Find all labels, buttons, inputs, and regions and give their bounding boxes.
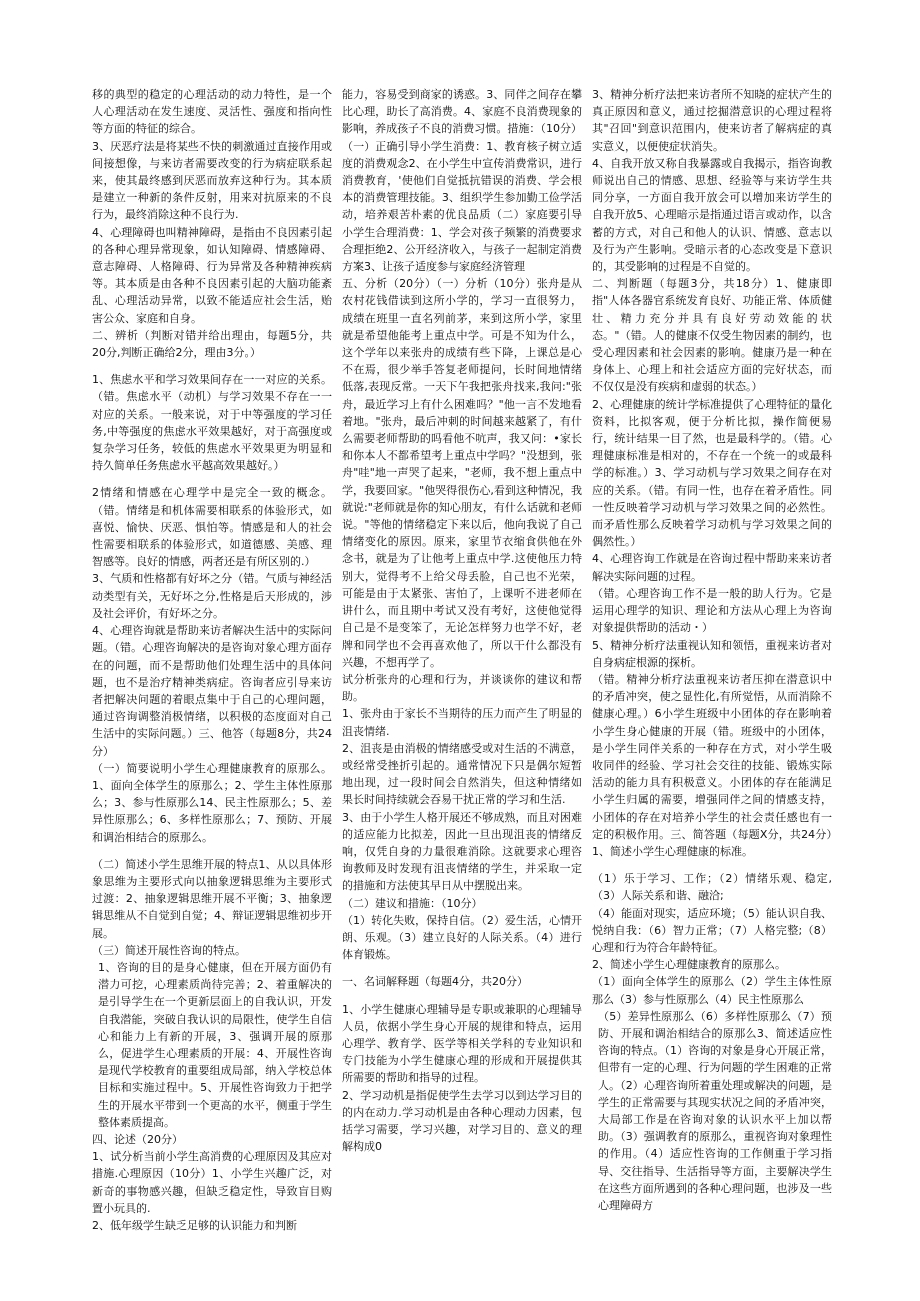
paragraph: 3、由于小学生人格开展还不够成熟，而且对困难的适应能力比拟差，因此一旦出现沮丧的情绪反响，仅凭自身的力量很难消除。这就要求心理咨询教师及时发现有沮丧情绪的学生，并采取一定的措施和方法使其早日从中摆脱出来。 [342,810,582,893]
paragraph: 2、心理健康的统计学标准提供了心理特征的量化资料，比拟客观，便于分析比拟，操作简便易行，统计结果一目了然，也是最科学的。（错。心理健康标准是相对的，不存在一个统一的或最科学的标准。）3、学习动机与学习效果之间存在对应的关系。（错。有同一性，也存在着矛盾性。同一性反映着学习动机与学习效果之间的必然性。而矛盾性那么反映着学习动机与学习效果之间的偶然性。） [592,397,832,549]
column-left [92,86,332,1261]
paragraph: 能力，容易受到商家的诱惑。3、同伴之间存在攀比心理，助长了高消费。4、家庭不良消费现象的影响，养成孩子不良的消费习惯。措施：（10分）（一）正确引导小学生消费：1、教育核子树立适度的消费观念2、在小学生中宣传消费常识，进行消费教育，'使他们自觉抵抗错误的消费、学会根本的消费管理技能。3、组织学生参加勤工俭学活动，培养艰苦朴素的优良品质（二）家庭要引导小学生合理消费：1、学会对孩子频繁的消费要求合理拒绝2、公开经济收入，与孩子一起制定消费方案3、让孩子适度参与家庭经济管理 [342,88,582,274]
column-middle [342,86,582,1261]
paragraph: 3、厌恶疗法是将某些不快的刺激通过直接作用或间接想像，与来访者需要改变的行为病症联系起来，使其最终感到厌恶而放弃这种行为。其本质是建立一种新的条件反射，用来对抗原来的不良行为，最终消除这种不良行为. [92,139,332,222]
paragraph: （5）差异性原那么（6）多样性原那么（7）预防、开展和调治相结合的原那么3、简述适应性咨询的特点。（1）咨询的对象是身心开展正常，但带有一定的心理、行为问题的学生困难的正常人。（2）心理咨询所着重处理或解决的问题，是学生的正常需要与其现实状况之间的矛盾冲突，大局部工作是在咨询对象的认识水平上加以帮助。（3）强调教育的原那么，重视咨询对象理性的作用。（4）适应性咨询的工作侧重于学习指导、交往指导、生活指导等方面，主要解决学生在这些方面所遇到的各种心理问题，也涉及一些心理障碍方 [598,1009,832,1212]
paragraph: （错。心理咨询工作不是一般的助人行为。它是运用心理学的知识、理论和方法从心理上为咨询对象提供帮助的活动・） [592,586,832,635]
paragraph: 试分析张舟的心理和行为，并谈谈你的建议和帮助。 [342,672,582,704]
paragraph: （1）面向全体学生的原那么（2）学生主体性原那么（3）参与性原那么（4）民主性原那么 [592,975,832,1006]
column-right [592,86,832,1261]
paragraph: 2、沮丧是由消极的情绪感受或对生活的不满意，或经常受挫折引起的。通常情况下只是偶尔短暂地出现，过一段时间会自然消失，但这种情绪如果长时间持续就会吞易干扰正常的学习和生活. [342,741,582,807]
paragraph: （1）乐于学习、工作；（2）情绪乐观、稳定,（3）人际关系和谐、融洽; [592,872,832,903]
paragraph: 1、试分析当前小学生高消费的心理原因及其应对措施.心理原因（10分）1、小学生兴趣广泛，对新奇的事物感兴趣，但缺乏稳定性，导致盲目购置小玩具的. [92,1150,332,1215]
paragraph: 4、心理咨询就是帮助来访者解决生活中的实际问题。（错。心理咨询解决的是咨询对象心理方面存在的问题，而不是帮助他们处理生活中的具体问题，也不是治疗精神类病症。咨询者应引导来访者把解决问题的着眼点集中于自己的心理问题，通过咨询调整消极情绪，以积极的态度面对自己生活中的实际问题。）三、他答（每题8分，共24分） [92,624,332,758]
section-heading: 二、判断题（每题3分，共18分）1、健康即指"人体各器官系统发育良好、功能正常、体质健壮、精力充分并具有良好劳动效能的状态。"（错。人的健康不仅受生物因素的制约，也受心理因素和社会因素的影响。健康乃是一种在身体上、心理上和社会适应方面的完好状态，而不仅仅是没有疾病和虚弱的状态。） [592,277,832,394]
section-heading: 一、名词解释题（每题4分，共20分） [342,975,528,989]
paragraph: （二）简述小学生思维开展的特点1、从以具体形象思维为主要形式向以抽象逻辑思维为主要形式过渡：2、抽象逻辑思维开展不平衡；3、抽象逻辑思维从不自觉到自觉；4、辩证逻辑思维初步开展。 [92,857,332,940]
paragraph: 5、精神分析疗法重视认知和领悟，重视来访者对自身病症根源的探析。 [592,638,832,669]
paragraph: 2、学习动机是指促使学生去学习以到达学习目的的内在动力.学习动机是由各种心理动力因素，包括学习需要，学习兴趣，对学习目的、意义的理解构成0 [342,1088,582,1154]
paragraph: 4、自我开放又称自我暴露或自我揭示，指咨询教师说出自己的情感、思想、经验等与来访学生共同分享，一方面自我开放会可以增加来访学生的自我开放5、心理暗示是指通过语言或动作，以含蓄的方式，对自己和他人的认识、情感、意志以及行为产生影响。受暗示者的心态改变是下意识的，其受影响的过程是不自觉的。 [592,156,832,274]
paragraph: （一）简要说明小学生心理健康教育的原那么。1、面向全体学生的原那么；2、学生主体性原那么；3、参与性原那么14、民主性原那么；5、差异性原那么；6、多样性原那么；7、预防、开展和调治相结合的原那么。 [92,761,332,844]
paragraph: （4）能面对现实，适应环境；（5）能认识自我、悦纳自我：（6）智力正常；（7）人格完整;（8）心理和行为符合年龄特征。 [592,906,832,954]
paragraph: 移的典型的稳定的心理活动的动力特性，是一个人心理活动在发生速度、灵活性、强度和指向性等方面的特征的综合。 [92,88,332,136]
paragraph: （三）简述开展性咨询的特点。 [92,943,246,957]
paragraph: 1、小学生健康心理辅导是专职或兼职的心理辅导人员，依据小学生身心开展的规律和特点，运用心理学、教育学、医学等相关学科的专业知识和专门技能为小学生健康心理的形成和开展提供其所需要的帮助和指导的过程。 [342,1002,582,1085]
paragraph: 4、心理咨询工作就是在咨询过程中帮助来来访者解决实际问题的过程。 [592,552,832,583]
paragraph: 3、精神分析疗法把来访者所不知晓的症状产生的真正原因和意义，通过挖掘潜意识的心理过程将其"召回"到意识范围内，使来访者了解病症的真实意义，以便使症状消失。 [592,88,832,153]
paragraph: （1）转化失败，保持自信。（2）爱生活，心情开朗、乐观。（3）建立良好的人际关系。（4）进行体育锻炼。 [342,913,582,962]
paragraph: 1、咨询的目的是身心健康，但在开展方面仍有潜力可挖，心理素质尚待完善；2、着重解决的是引导学生在一个更新层面上的自我认识，开发自我潜能，突破自我认识的局限性，使学生自信心和能力上有新的开展，3、强调开展的原那么，促进学生心理素质的开展：4、开展性咨询是现代学校教育的重要组成局部，纳入学校总体目标和实施过程中。5、开展性咨询致力于把学生的开展水平带到一个更高的水平，侧重于学生整体素质提高。 [98,960,332,1129]
paragraph: 2情绪和情感在心理学中是完全一致的概念。（错。情绪是和机体需要相联系的体验形式，如喜悦、愉快、厌恶、惧怕等。情感是和人的社会性需要相联系的体验形式，如道德感、美感、理智感等。良好的情感，两者还是有所区别的.） [92,486,332,569]
paragraph: 1、张舟由于家长不当期待的压力而产生了明显的沮丧情绪. [342,707,582,738]
section-heading: 四、论述（20分） [92,1132,183,1146]
paragraph: 五、分析（20分）（一）分析（10分）张舟是从农村花钱借读到这所小学的，学习一直很努力，成绩在班里一直名列前茅，来到这所小学，家里就是希望他能考上重点中学。可是不知为什么，这个学年以来张舟的成绩有些下降，上课总是心不在焉，很少举手答复老师提问，长时间地情绪低落,表现反常。一天下午我把张舟找来,我问:"张舟，最近学习上有什么困难吗？"他一言不发地看着地。"张舟，最后冲刺的时间越来越紧了，有什么需要老师帮助的吗看他不吭声，我又问：•家长和你本人不都希望考上重点中学吗？"没想到，张舟"哇"地一声哭了起来，"老师，我不想上重点中学，我要回家。"他哭得很伤心,看到这种情况，我就说:"老师就是你的知心朋友，有什么话就和老师说。"等他的情绪稳定下来以后，他向我说了自己情绪变化的原因。原来，家里节衣缩食供他在外念书，就是为了让他考上重点中学.这使他压力特别大，觉得考不上给父母丢脸，自己也不光荣，可能是由于太紧张、害怕了，上课听不进老师在讲什么，而且期中考试又没有考好，这使他觉得自己是不是变笨了，无论怎样努力也学不好，老牌和同学也不会再喜欢他了，所以干什么都没有兴趣，不想再学了。 [342,277,582,669]
paragraph: （错。精神分析疗法重视来访者压抑在潜意识中的矛盾冲突，使之显性化,有所觉悟，从而消除不健康心理。）6小学生班级中小团体的存在影响着小学生身心健康的开展（错。班级中的小团体，是小学生同伴关系的一种存在方式，对小学生吸收同伴的经验、学习社会交往的技能、锻炼实际活动的能力具有积极意义。小团体的存在能满足小学生归属的需要，增强同伴之间的情感支持，小团体的存在对培养小学生的社会责任感也有一定的积极作用。三、简答题（每题X分，共24分）1、简述小学生心理健康的标准。 [592,672,832,858]
section-heading: 二、辨析（判断对错并给出理由，每题5分，共20分,判断正确给2分，理由3分。） [92,328,332,360]
paragraph: （二）建议和措施：（10分） [342,896,483,910]
paragraph: 1、焦虑水平和学习效果间存在一一对应的关系。（错。焦虑水平（动机）与学习效果不存在一一对应的关系。一般来说，对于中等强度的学习任务,中等强度的焦虑水平效果越好，对于高强度或复杂学习任务，较低的焦虑水平效果更为明显和持久简单任务焦虑水平越高效果越好。） [92,373,332,473]
paragraph: 2、低年级学生缺乏足够的认识能力和判断 [92,1219,297,1232]
paragraph: 4、心理障碍也叫精神障碍，是指由不良因素引起的各种心理异常现象，如认知障碍、情感障碍、意志障碍、人格障碍、行为异常及各种精神疾病等。其本质是由各种不良因素引起的大脑功能紊乱、心理活动异常，以致不能适应社会生活，贻害公众、家庭和自身。 [92,225,332,325]
paragraph: 2、简述小学生心理健康教育的原那么。 [592,958,786,972]
paragraph: 3、气质和性格都有好坏之分（错。气质与神经活动类型有关，无好坏之分,性格是后天形成的，涉及社会评价，有好坏之分。 [92,572,332,620]
